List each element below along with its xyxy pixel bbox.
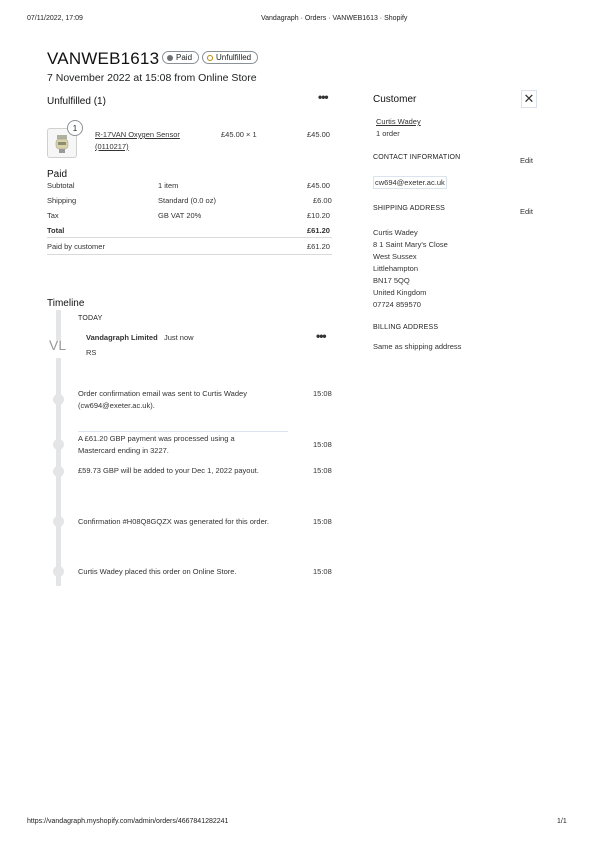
timeline-line-top — [56, 310, 61, 340]
event-payment-text[interactable] — [78, 433, 235, 457]
subtotal-amount: £45.00 — [307, 181, 330, 190]
billing-address-text: Same as shipping address — [373, 342, 462, 351]
tax-label: Tax — [47, 211, 59, 220]
paid-bottom-divider — [47, 254, 332, 255]
total-amount: £61.20 — [307, 226, 330, 235]
product-total: £45.00 — [307, 130, 330, 139]
billing-address-title: BILLING ADDRESS — [373, 324, 439, 331]
event-payment-line2: Mastercard ending in 3227. — [78, 446, 169, 455]
event-email-line1: Order confirmation email was sent to Curtis Wadey — [78, 389, 247, 398]
paid-by-customer-amount: £61.20 — [307, 242, 330, 251]
address-line: United Kingdom — [373, 288, 427, 297]
customer-title: Customer — [373, 94, 417, 105]
comment-time: Just now — [163, 333, 194, 342]
event-dot-icon — [53, 566, 64, 577]
unfulfilled-badge-label: Unfulfilled — [216, 53, 252, 62]
address-line: 8 1 Saint Mary's Close — [373, 240, 448, 249]
author-avatar: VL — [49, 337, 67, 353]
event-email-line2: (cw694@exeter.ac.uk). — [78, 401, 155, 410]
event-dot-icon — [53, 439, 64, 450]
paid-badge-label: Paid — [176, 53, 193, 62]
address-line: West Sussex — [373, 252, 417, 261]
payment-event-border — [78, 431, 288, 432]
customer-email-link[interactable]: cw694@exeter.ac.uk — [375, 178, 445, 187]
subtotal-label: Subtotal — [47, 181, 75, 190]
total-label: Total — [47, 226, 65, 235]
comment-header — [86, 333, 194, 342]
customer-name-link[interactable]: Curtis Wadey — [376, 117, 421, 126]
event-email-time: 15:08 — [313, 389, 332, 398]
order-number: VANWEB1613 — [47, 49, 160, 68]
print-url: https://vandagraph.myshopify.com/admin/orders/4667841282241 — [27, 818, 229, 825]
unfulfilled-more-icon[interactable]: ••• — [318, 90, 328, 104]
address-line: BN17 5QQ — [373, 276, 410, 285]
unfulfilled-dot-icon — [207, 55, 213, 61]
tax-amount: £10.20 — [307, 211, 330, 220]
event-placed-time: 15:08 — [313, 567, 332, 576]
event-placed-text: Curtis Wadey placed this order on Online Store. — [78, 567, 237, 576]
event-payout-time: 15:08 — [313, 466, 332, 475]
quantity-badge: 1 — [67, 120, 83, 136]
shipping-amount: £6.00 — [313, 196, 332, 205]
shipping-label: Shipping — [47, 196, 77, 205]
contact-edit-button[interactable]: Edit — [520, 156, 533, 165]
event-dot-icon — [53, 516, 64, 527]
event-dot-icon — [53, 394, 64, 405]
unfulfilled-title: Unfulfilled (1) — [47, 96, 106, 107]
address-line: Curtis Wadey — [373, 228, 418, 237]
shipping-address-title: SHIPPING ADDRESS — [373, 205, 446, 212]
product-unit-price: £45.00 × 1 — [221, 130, 257, 139]
event-payment-line1: A £61.20 GBP payment was processed using a — [78, 434, 235, 443]
event-email-text — [78, 388, 247, 412]
shipping-edit-button[interactable]: Edit — [520, 207, 533, 216]
comment-more-icon[interactable]: ••• — [316, 329, 326, 343]
unfulfilled-badge — [202, 51, 258, 64]
product-name-link[interactable]: R-17VAN Oxygen Sensor — [95, 130, 180, 139]
subtotal-detail: 1 item — [158, 181, 179, 190]
paid-dot-icon — [167, 55, 173, 61]
tax-detail: GB VAT 20% — [158, 211, 202, 220]
event-payment-time: 15:08 — [313, 440, 332, 449]
address-line: Littlehampton — [373, 264, 419, 273]
print-page-number: 1/1 — [557, 818, 567, 825]
print-page-title: Vandagraph · Orders · VANWEB1613 · Shopify — [261, 15, 408, 22]
timeline-title: Timeline — [47, 298, 85, 309]
paid-by-customer-label: Paid by customer — [47, 242, 105, 251]
paid-divider — [47, 237, 332, 238]
comment-author: Vandagraph Limited — [86, 333, 158, 342]
customer-orders: 1 order — [376, 129, 400, 138]
event-payout-text: £59.73 GBP will be added to your Dec 1, 2022 payout. — [78, 466, 259, 475]
event-dot-icon — [53, 466, 64, 477]
print-datetime: 07/11/2022, 17:09 — [27, 15, 83, 22]
product-sku: (0110217) — [95, 142, 129, 151]
comment-text: RS — [86, 348, 97, 357]
address-phone: 07724 859570 — [373, 300, 421, 309]
paid-badge — [162, 51, 199, 64]
shipping-detail: Standard (0.0 oz) — [158, 196, 216, 205]
contact-info-title: CONTACT INFORMATION — [373, 154, 461, 161]
paid-title: Paid — [47, 169, 68, 180]
event-confirmation-time: 15:08 — [313, 517, 332, 526]
timeline-today-label: TODAY — [78, 315, 103, 322]
close-icon[interactable]: ✕ — [521, 90, 537, 108]
order-subtitle: 7 November 2022 at 15:08 from Online Store — [47, 72, 257, 84]
event-confirmation-text: Confirmation #H08Q8GQZX was generated for this order. — [78, 517, 269, 526]
